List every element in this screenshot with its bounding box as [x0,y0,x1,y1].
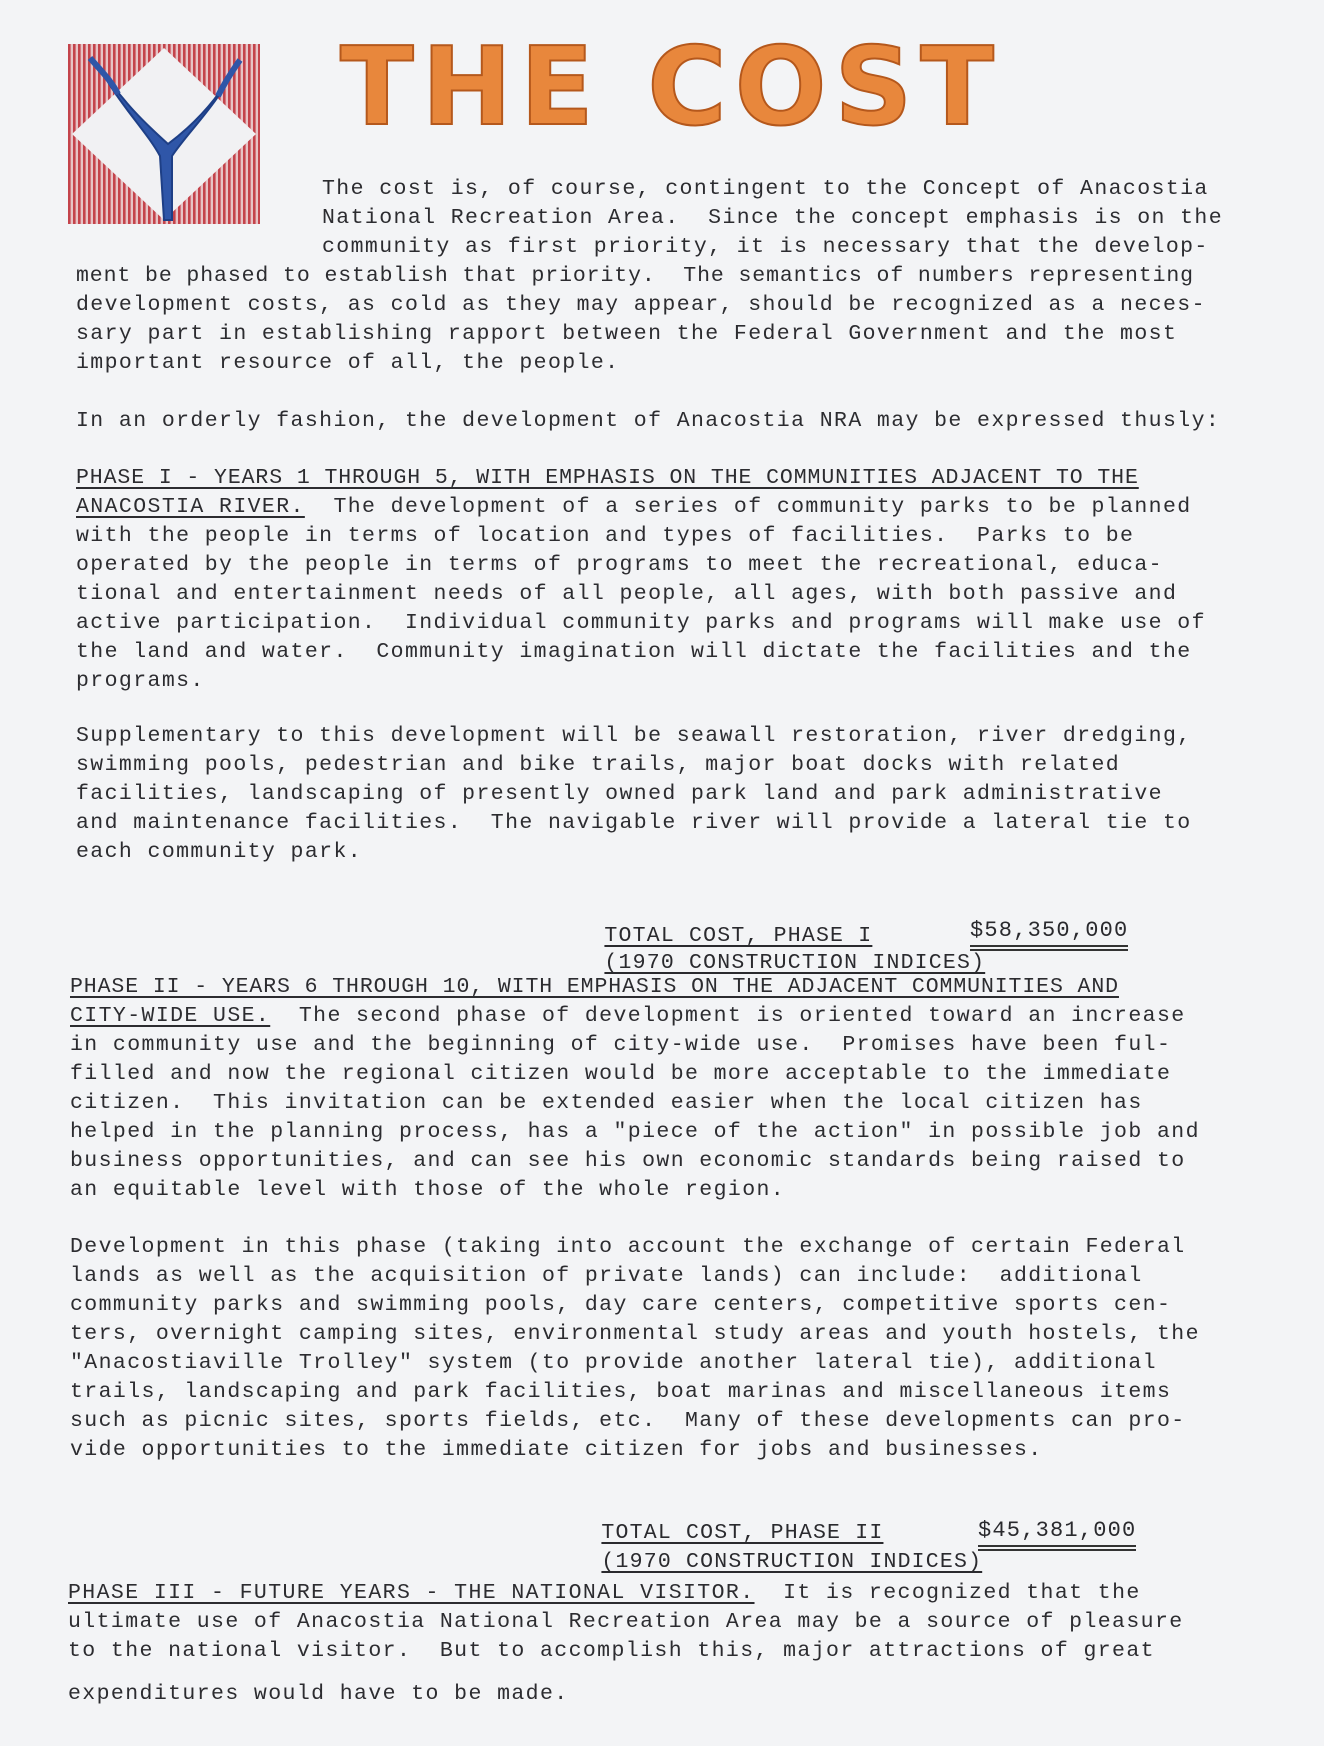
phase3-line-5: expenditures would have to be made. [68,1682,569,1706]
phase2-line-1 [70,1002,1186,1031]
phase2-total-amount: $45,381,000 [978,1518,1136,1547]
intro-line-1: The cost is, of course, contingent to the Concept of Anacostia [322,177,1209,201]
development-line-3: community parks and swimming pools, day care centers, competitive sports cen- [70,1293,1172,1317]
phase3-line-1-text: It is recognized that the [754,1581,1141,1605]
phase1-total-label-1: TOTAL COST, PHASE I [604,924,873,948]
phase3-line-3: to the national visitor. But to accomplish this, major attractions of great [68,1639,1155,1663]
phase2-line-2: in community use and the beginning of city-wide use. Promises have been ful- [70,1033,1172,1057]
phase1-line-3: operated by the people in terms of programs to meet the recreational, educa- [76,553,1163,577]
phase1-line-5: active participation. Individual community parks and programs will make use of [76,611,1206,635]
phase2-total-label-1: TOTAL COST, PHASE II [601,1521,884,1545]
intro-line-6: sary part in establishing rapport between the Federal Government and the most [76,322,1178,346]
development-line-7: such as picnic sites, sports fields, etc. Many of these developments can pro- [70,1409,1186,1433]
phase2-heading-cont: CITY-WIDE USE. [70,1004,271,1028]
development-line-5: "Anacostiaville Trolley" system (to provide another lateral tie), additional [70,1351,1157,1375]
orderly-paragraph: In an orderly fashion, the development of Anacostia NRA may be expressed thusly: [76,409,1221,433]
intro-line-4: ment be phased to establish that priority. The semantics of numbers representing [76,264,1194,288]
development-line-1: Development in this phase (taking into account the exchange of certain Federal [70,1235,1186,1259]
phase2-line-1-text: The second phase of development is oriented toward an increase [270,1004,1186,1028]
supplement-line-4: and maintenance facilities. The navigable river will provide a lateral tie to [76,811,1192,835]
phase1-line-6: the land and water. Community imagination will dictate the facilities and the [76,640,1192,664]
phase1-line-1 [76,493,1192,522]
phase3-line-2: ultimate use of Anacostia National Recreation Area may be a source of pleasure [68,1610,1184,1634]
phase1-line-1-text: The development of a series of community parks to be planned [304,495,1192,519]
intro-line-3: community as first priority, it is necessary that the develop- [322,235,1209,259]
supplement-line-2: swimming pools, pedestrian and bike trails, major boat docks with related [76,753,1121,777]
phase2-line-6: business opportunities, and can see his own economic standards being raised to [70,1149,1186,1173]
phase1-heading-cont: ANACOSTIA RIVER. [76,495,305,519]
phase1-line-7: programs. [76,669,205,693]
page-title: THE COST [340,25,1002,150]
phase2-line-4: citizen. This invitation can be extended easier when the local citizen has [70,1091,1143,1115]
development-line-2: lands as well as the acquisition of private lands) can include: additional [70,1264,1143,1288]
phase1-line-2: with the people in terms of location and types of facilities. Parks to be [76,524,1135,548]
development-line-4: ters, overnight camping sites, environmental study areas and youth hostels, the [70,1322,1200,1346]
intro-line-2: National Recreation Area. Since the concept emphasis is on the [322,206,1224,230]
supplement-line-5: each community park. [76,840,363,864]
phase2-total-label-2: (1970 CONSTRUCTION INDICES) [601,1550,983,1574]
phase1-total-amount: $58,350,000 [970,918,1128,947]
phase3-heading: PHASE III - FUTURE YEARS - THE NATIONAL VISITOR. [68,1581,755,1605]
phase2-line-7: an equitable level with those of the whole region. [70,1178,786,1202]
anacostia-logo-icon [68,44,260,224]
phase2-heading: PHASE II - YEARS 6 THROUGH 10, WITH EMPHASIS ON THE ADJACENT COMMUNITIES AND [70,975,1119,999]
development-line-6: trails, landscaping and park facilities, boat marinas and miscellaneous items [70,1380,1172,1404]
phase2-line-3: filled and now the regional citizen would be more acceptable to the immediate [70,1062,1172,1086]
phase3-line-1 [68,1579,1141,1608]
supplement-line-3: facilities, landscaping of presently owned park land and park administrative [76,782,1163,806]
intro-line-7: important resource of all, the people. [76,351,620,375]
intro-line-5: development costs, as cold as they may appear, should be recognized as a neces- [76,293,1206,317]
development-line-8: vide opportunities to the immediate citizen for jobs and businesses. [70,1438,1043,1462]
supplement-line-1: Supplementary to this development will be seawall restoration, river dredging, [76,724,1192,748]
phase1-heading: PHASE I - YEARS 1 THROUGH 5, WITH EMPHASIS ON THE COMMUNITIES ADJACENT TO THE [76,466,1139,490]
phase2-line-5: helped in the planning process, has a "piece of the action" in possible job and [70,1120,1200,1144]
phase1-line-4: tional and entertainment needs of all people, all ages, with both passive and [76,582,1178,606]
phase1-total-label-2: (1970 CONSTRUCTION INDICES) [604,951,986,975]
